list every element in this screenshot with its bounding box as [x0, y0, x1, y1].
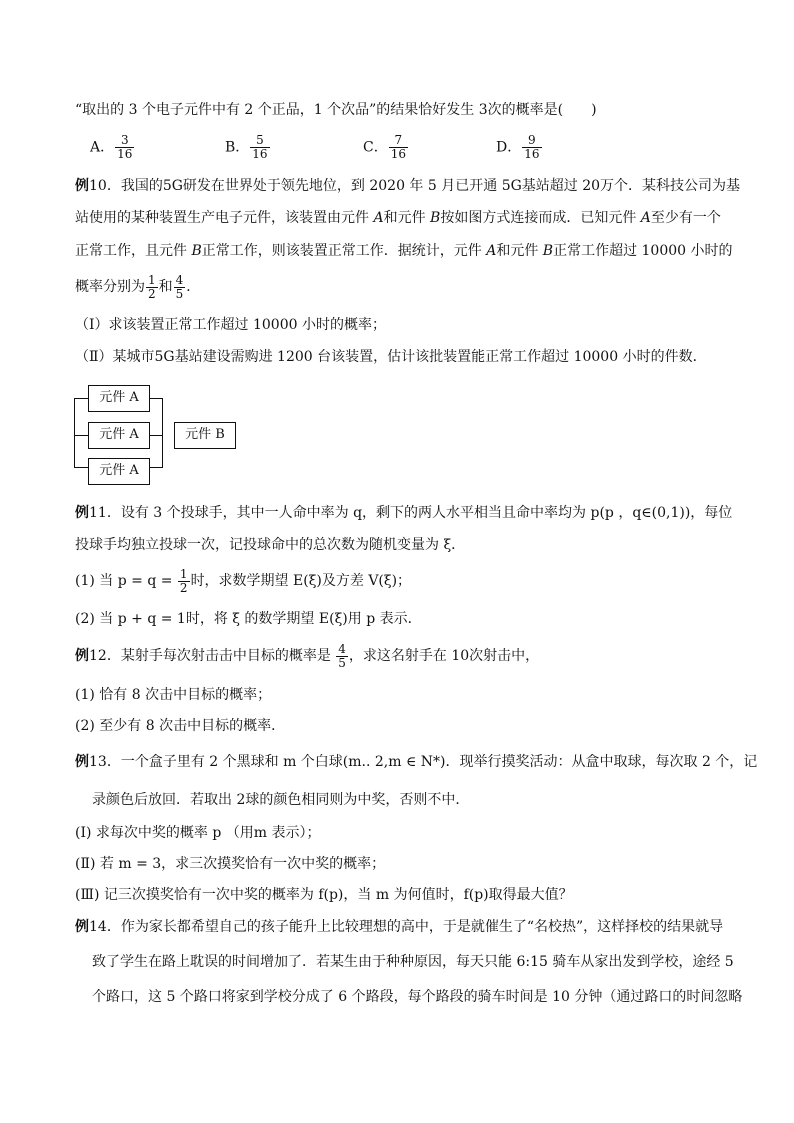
wire-bot-right [149, 467, 163, 468]
component-a-bottom: 元件 A [88, 458, 150, 485]
wire-top-right [149, 398, 163, 399]
example-10-line-4: 概率分别为 $\frac{1}{2}$ 和 $\frac{4}{5}$ ． [75, 272, 201, 301]
option-d: D． $\frac{9}{16}$ [496, 133, 540, 161]
component-b: 元件 B [174, 422, 236, 449]
example-10-line-2: 站使用的某种装置生产电子元件，该装置由元件 A和元件 B按如图方式连接而成．已知元件 A至少有一个 [75, 210, 721, 226]
intro-question: “取出的 3 个电子元件中有 2 个正品，1 个次品”的结果恰好发生 3次的概率是( ) [75, 102, 597, 118]
example-12-line-1: 例12．某射手每次射击击中目标的概率是 $\frac{4}{5}$ ，求这名射手在 10次射击中， [75, 641, 540, 670]
wire-bot-left [74, 467, 88, 468]
wire-top-left [74, 398, 88, 399]
example-13-question-1: (Ⅰ) 求每次中奖的概率 p （用m 表示）； [75, 825, 321, 841]
example-10-question-1: （Ⅰ）求该装置正常工作超过 10000 小时的概率； [75, 317, 386, 333]
example-13-question-3: (Ⅲ) 记三次摸奖恰有一次中奖的概率为 f(p)，当 m 为何值时，f(p)取得最大值？ [75, 887, 573, 903]
example-11-line-1: 例11．设有 3 个投球手，其中一人命中率为 q，剩下的两人水平相当且命中率均为 p(p ，q∈(0,1))，每位 [75, 505, 733, 521]
option-b: B． $\frac{5}{16}$ [225, 133, 268, 161]
option-a: A． $\frac{3}{16}$ [90, 133, 133, 161]
example-13-line-2: 录颜色后放回．若取出 2球的颜色相同则为中奖，否则不中． [92, 792, 470, 808]
example-10-line-1: 例10．我国的5G研发在世界处于领先地位，到 2020 年 5 月已开通 5G基站超过 20万个．某科技公司为基 [75, 178, 741, 194]
option-c: C． $\frac{7}{16}$ [363, 133, 406, 161]
example-14-line-1: 例14．作为家长都希望自己的孩子能升上比较理想的高中，于是就催生了“名校热”，这样择校的结果就导 [75, 919, 724, 935]
example-14-line-3: 个路口，这 5 个路口将家到学校分成了 6 个路段，每个路段的骑车时间是 10 分钟（通过路口的时间忽略 [92, 989, 743, 1005]
example-13-line-1: 例13．一个盒子里有 2 个黑球和 m 个白球(m.. 2,m ∈ N*)．现举行摸奖活动：从盒中取球，每次取 2 个，记 [75, 754, 758, 770]
example-11-line-2: 投球手均独立投球一次，记投球命中的总次数为随机变量为 ξ． [75, 537, 466, 553]
example-14-line-2: 致了学生在路上耽误的时间增加了．若某生由于种种原因，每天只能 6:15 骑车从家出发到学校，途经 5 [92, 954, 734, 970]
wire-right-vertical [162, 398, 163, 467]
wire-left-vertical [74, 398, 75, 467]
component-a-middle: 元件 A [88, 422, 150, 449]
component-a-top: 元件 A [88, 385, 150, 412]
example-10-question-2: （Ⅱ）某城市5G基站建设需购进 1200 台该装置，估计该批装置能正常工作超过 10000 小时的件数． [75, 349, 707, 365]
example-11-question-1: (1) 当 p = q = $\frac{1}{2}$ 时，求数学期望 E(ξ)及方差 V(ξ)； [75, 566, 412, 595]
example-12-question-2: (2) 至少有 8 次击中目标的概率． [75, 718, 286, 734]
wire-mid-left [74, 435, 88, 436]
example-12-question-1: (1) 恰有 8 次击中目标的概率； [75, 687, 272, 703]
example-11-question-2: (2) 当 p + q = 1时，将 ξ 的数学期望 E(ξ)用 p 表示． [75, 611, 422, 627]
example-10-line-3: 正常工作，且元件 B正常工作，则该装置正常工作．据统计，元件 A和元件 B正常工作超过 10000 小时的 [75, 243, 733, 259]
example-13-question-2: (Ⅱ) 若 m = 3，求三次摸奖恰有一次中奖的概率； [75, 856, 386, 872]
wire-mid-right [149, 435, 163, 436]
